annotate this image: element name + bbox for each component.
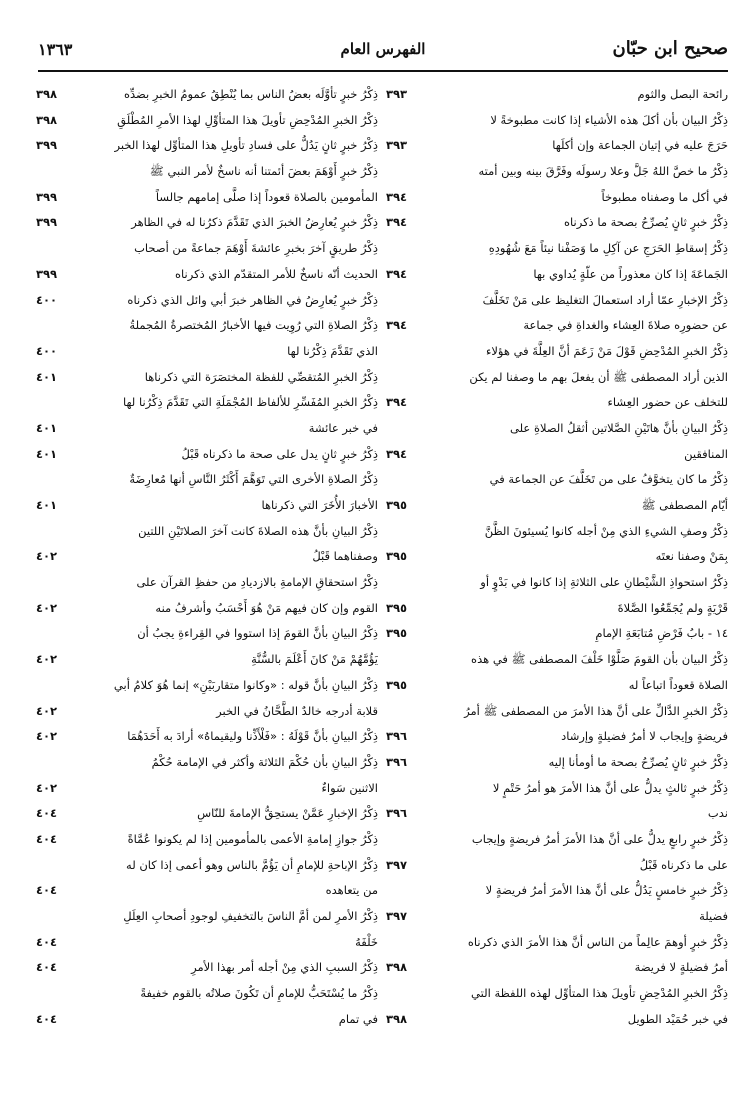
- entry-text: ذِكْرُ البيانِ بأنَّ هذه الصلاةَ كانت آخرَ الصلاتَيْنِ اللتين: [138, 523, 378, 538]
- page-number: ١٣٦٣: [38, 40, 73, 59]
- entry-text: ذِكْرُ خبرٍ ثانٍ يَدُلُّ على فسادِ تأويلِ هذا المتأوِّل لهذا الخبر: [114, 138, 378, 153]
- entry-page-number: ٤٠١: [36, 446, 58, 461]
- index-entry: [386, 570, 728, 621]
- entry-page-number: ٤٠٠: [36, 343, 58, 358]
- entry-line: [386, 467, 728, 493]
- entry-line: [36, 673, 378, 699]
- index-entry: [36, 955, 378, 981]
- entry-text: ذِكْرُ البيانِ بأنَّ قوله : «وكانوا متقاربَيْنِ» إنما هُوَ كلامُ أبي: [113, 677, 378, 692]
- entry-line: [386, 776, 728, 802]
- entry-text: حَرَجَ عليه في إتيان الجماعة وإن أكلَها: [552, 138, 728, 153]
- entry-page-number: ٣٩٩: [36, 138, 58, 153]
- entry-text: قَرْيَةٍ ولم يُجَمِّعُوا الصَّلاةَ: [617, 600, 728, 615]
- index-entry: [386, 467, 728, 518]
- entry-text: ذِكْرُ الإخبارِ عَمَّنْ يستحِقُّ الإمامةَ للنّاسِ: [197, 806, 378, 821]
- entry-text: قلابة أدرجه خالدٌ الطَّحَّانُ في الخبر: [216, 703, 378, 718]
- entry-text: ذِكْرُ خبرٍ ثالثٍ يدلُّ على أنَّ هذا الأمرَ هو أمرُ حَتْمٍ لا: [492, 780, 728, 795]
- entry-text: ذِكْرُ الصلاةِ التي رُوِيت فيها الأخبارُ المُختصرةُ المُجملةُ: [129, 318, 378, 333]
- entry-line: [386, 262, 728, 288]
- entry-line: [36, 1007, 378, 1033]
- entry-page-number: ٤٠٢: [36, 780, 58, 795]
- entry-text: على ما ذكرناه قَبْلُ: [639, 857, 728, 872]
- index-column-right: [386, 82, 728, 1032]
- index-entry: [36, 519, 378, 570]
- entry-page-number: ٣٩٨: [386, 1011, 408, 1026]
- entry-text: ذِكْرُ خبرٍ أَوْهَمَ بعضَ أئمتنا أنه ناسخٌ لأمر النبي ﷺ: [149, 164, 378, 179]
- entry-page-number: ٤٠٤: [36, 806, 58, 821]
- entry-line: [386, 801, 728, 827]
- entry-text: الذي تَقَدَّمَ ذِكْرُنا لها: [287, 343, 378, 358]
- index-entry: [386, 981, 728, 1032]
- entry-text: للتخلف عن حضور العِشاء: [607, 395, 728, 410]
- entry-line: [36, 288, 378, 314]
- entry-line: [36, 930, 378, 956]
- entry-page-number: ٣٩٧: [386, 857, 408, 872]
- entry-text: الذين أراد المصطفى ﷺ أن يفعلَ بهم ما وصفنا لم يكن: [469, 369, 728, 384]
- entry-text: ذِكْرُ خبرٍ ثانٍ يُصرِّحُ بصحة ما أومأنا إليه: [548, 754, 728, 769]
- entry-line: [36, 853, 378, 879]
- entry-line: [36, 776, 378, 802]
- section-title: الفهرس العام: [340, 40, 426, 58]
- entry-text: ذِكْرُ الإخبارِ عمّا أراد استعمالَ التغليظ على مَنْ تَخَلَّفَ: [482, 292, 728, 307]
- entry-line: [386, 210, 728, 236]
- entry-line: [386, 416, 728, 442]
- entry-text: الحديث أنّه ناسخٌ للأمر المتقدّم الذي ذكرناه: [175, 266, 378, 281]
- entry-line: [36, 82, 378, 108]
- entry-line: [36, 313, 378, 339]
- entry-text: الجَماعَةَ إذا كان معذوراً من علّةٍ يُداوي بها: [533, 266, 728, 281]
- entry-line: [386, 647, 728, 673]
- entry-line: [386, 493, 728, 519]
- entry-line: [36, 621, 378, 647]
- entry-text: وصفناهما قَبْلُ: [312, 549, 378, 564]
- entry-line: [386, 544, 728, 570]
- entry-line: [36, 236, 378, 262]
- entry-line: [386, 827, 728, 853]
- entry-line: [36, 519, 378, 545]
- index-entry: [386, 236, 728, 287]
- index-column-left: [36, 82, 378, 1032]
- index-entry: [36, 159, 378, 210]
- entry-line: [386, 442, 728, 468]
- entry-text: ذِكْرُ خبرٍ أوهمَ عالِماً من الناس أنَّ هذا الأمرَ الذي ذكرناه: [467, 934, 728, 949]
- entry-line: [386, 1007, 728, 1033]
- entry-text: بِمَنْ وصفنا نعتَه: [655, 549, 728, 564]
- entry-text: ذِكْرُ جوازِ إمامةِ الأعمى بالمأمومين إذا لم يكونوا عُمَّاةً: [127, 831, 378, 846]
- entry-line: [36, 724, 378, 750]
- entry-text: الأخبارَ الأُخَرَ التي ذكرناها: [261, 498, 378, 512]
- entry-page-number: ٣٩٨: [36, 112, 58, 127]
- entry-text: ذِكْرُ استحواذِ الشَّيْطانِ على الثلاثةِ إذا كانوا في بَدْوٍ أو: [480, 575, 728, 590]
- entry-page-number: ٣٩٤: [386, 189, 408, 204]
- index-entry: [36, 724, 378, 750]
- index-entry: [36, 365, 378, 391]
- entry-page-number: ٤٠٢: [36, 729, 58, 744]
- entry-line: [386, 699, 728, 725]
- entry-line: [386, 82, 728, 108]
- entry-line: [36, 159, 378, 185]
- entry-line: [386, 673, 728, 699]
- entry-line: [386, 313, 728, 339]
- entry-text: ذِكْرُ الخبرِ المُدْحِضِ تأويلَ هذا المتأوِّلِ لهذا الأمرِ المُطْلَقِ: [117, 112, 378, 127]
- entry-line: [386, 878, 728, 904]
- entry-line: [36, 801, 378, 827]
- entry-line: [36, 570, 378, 596]
- entry-page-number: ٤٠٤: [36, 1011, 58, 1026]
- index-entry: [386, 288, 728, 339]
- entry-text: ذِكْرُ البيانِ بأن حُكْمَ الثلاثة وأكثر في الإمامة حُكْمُ: [151, 754, 378, 769]
- index-entry: [36, 313, 378, 364]
- index-entry: [386, 647, 728, 698]
- entry-line: [386, 930, 728, 956]
- index-entry: [36, 467, 378, 518]
- entry-page-number: ٤٠٢: [36, 549, 58, 564]
- entry-text: ذِكْرُ الخبرِ الدَّالِّ على أنَّ هذا الأمرَ من المصطفى ﷺ أمرُ: [464, 703, 728, 718]
- entry-text: ذِكْرُ البيانِ بأنَّ القومَ إذا استووا في القِراءةِ يجبُ أن: [137, 626, 378, 641]
- entry-line: [36, 108, 378, 134]
- entry-text: ذِكْرُ طريقٍ آخرَ بخبرِ عائشةَ أَوْهَمَ جماعةً من أصحاب: [134, 241, 378, 256]
- index-entry: [36, 673, 378, 724]
- entry-text: ذِكْرُ استحقاقِ الإمامةِ بالازديادِ من حفظِ القرآن على: [136, 575, 378, 590]
- entry-text: في خبر حُمَيْد الطويل: [627, 1011, 728, 1026]
- entry-line: [386, 955, 728, 981]
- entry-text: ذِكْرُ الخبرِ المُدْحِضِ تأويلَ هذا المتأوِّل لهذه اللفظة التي: [471, 986, 728, 1001]
- entry-line: [36, 133, 378, 159]
- entry-text: ذِكْرُ خبرٍ يُعارِضُ الخبرَ الذي تَقَدَّمَ ذكرُنا له في الظاهر: [131, 215, 378, 230]
- entry-line: [36, 365, 378, 391]
- index-entry: [386, 339, 728, 416]
- entry-line: [386, 904, 728, 930]
- entry-page-number: ٣٩٨: [386, 960, 408, 975]
- index-entry: [36, 750, 378, 801]
- entry-line: [386, 133, 728, 159]
- entry-page-number: ٣٩٩: [36, 189, 58, 204]
- entry-page-number: ٣٩٦: [386, 806, 408, 821]
- entry-text: ذِكْرُ الخبرِ المُفَسِّرِ للألفاظ المُجْمَلَةِ التي تَقَدَّمَ ذِكْرُنا لها: [123, 395, 378, 410]
- entry-text: المأمومين بالصلاة قعوداً إذا صلَّى إمامهم جالساً: [155, 189, 378, 204]
- entry-text: القوم وإن كان فيهم مَنْ هُوَ أَحْسَبُ وأشرفُ منه: [155, 600, 378, 615]
- entry-page-number: ٣٩٤: [386, 318, 408, 333]
- index-entry: [386, 416, 728, 467]
- entry-page-number: ٤٠٢: [36, 652, 58, 667]
- entry-text: ذِكْرُ خبرٍ رابعٍ يدلُّ على أنَّ هذا الأمرَ أمرُ فريضةٍ وإيجاب: [471, 831, 728, 846]
- entry-page-number: ٣٩٤: [386, 266, 408, 281]
- index-entry: [36, 904, 378, 955]
- header-rule: [38, 70, 728, 72]
- index-entry: [36, 853, 378, 904]
- entry-text: الاثنين سَواءٌ: [321, 780, 378, 795]
- entry-page-number: ٣٩٦: [386, 754, 408, 769]
- index-entry: [36, 236, 378, 287]
- index-entry: [386, 108, 728, 159]
- entry-line: [36, 827, 378, 853]
- entry-line: [36, 390, 378, 416]
- entry-page-number: ٤٠٢: [36, 600, 58, 615]
- entry-line: [36, 699, 378, 725]
- entry-line: [36, 493, 378, 519]
- entry-text: فريضةٍ وإيجاب لا أمرُ فضيلةٍ وإرشاد: [561, 729, 728, 744]
- entry-line: [386, 621, 728, 647]
- entry-text: ذِكْرُ الخبرِ المُدْحِضِ قَوْلَ مَنْ زَعَمَ أنَّ العِلَّةَ في هؤلاء: [485, 343, 728, 358]
- index-entry: [36, 108, 378, 134]
- entry-text: الصلاة قعوداً اتباعاً له: [628, 677, 728, 692]
- entry-page-number: ٤٠١: [36, 369, 58, 384]
- entry-line: [386, 853, 728, 879]
- entry-line: [36, 878, 378, 904]
- entry-page-number: ٤٠٠: [36, 292, 58, 307]
- entry-page-number: ٤٠٤: [36, 960, 58, 975]
- entry-line: [36, 416, 378, 442]
- entry-page-number: ٣٩٧: [386, 909, 408, 923]
- entry-text: ذِكْرُ ما كان يتخوَّفُ على من تَخَلَّفَ عن الجماعة في: [489, 472, 728, 487]
- entry-page-number: ٣٩٥: [386, 549, 408, 564]
- entry-line: [36, 955, 378, 981]
- entry-text: من يتعاهده: [325, 883, 378, 898]
- entry-text: في تمام: [338, 1011, 378, 1026]
- index-entry: [386, 210, 728, 236]
- entry-line: [386, 519, 728, 545]
- entry-text: ذِكْرُ خبرٍ ثانٍ يدل على صحة ما ذكرناه قَبْلُ: [181, 446, 378, 461]
- entry-page-number: ٣٩٩: [36, 215, 58, 230]
- entry-page-number: ٤٠١: [36, 420, 58, 435]
- index-entry: [386, 878, 728, 929]
- index-entry: [386, 827, 728, 878]
- entry-text: ذِكْرُ الخبرِ المُتقصِّي للفظة المختصَرَة التي ذكرناها: [144, 369, 378, 384]
- entry-line: [386, 159, 728, 185]
- entry-text: ذِكْرُ البيان بأن أكلَ هذه الأشياء إذا كانت مطبوخةً لا: [490, 112, 728, 127]
- entry-line: [386, 236, 728, 262]
- index-entry: [36, 210, 378, 236]
- entry-line: [36, 262, 378, 288]
- entry-line: [386, 288, 728, 314]
- entry-line: [386, 981, 728, 1007]
- entry-text: عن حضورِه صلاةَ العِشاء والغداةِ في جماعة: [523, 318, 728, 333]
- entry-text: ندب: [707, 806, 728, 821]
- entry-text: أيّام المصطفى ﷺ: [641, 498, 728, 512]
- entry-text: في خبر عائشة: [308, 420, 378, 435]
- index-entry: [386, 750, 728, 776]
- index-entry: [36, 570, 378, 621]
- entry-line: [386, 108, 728, 134]
- entry-line: [386, 365, 728, 391]
- index-entry: [36, 133, 378, 159]
- entry-text: ذِكْرُ الصلاةِ الأخرى التي تَوَهَّمَ أَكْثَرُ النَّاسِ أنها مُعارِضَةٌ: [129, 472, 378, 487]
- index-entry: [36, 621, 378, 672]
- entry-page-number: ٤٠١: [36, 498, 58, 512]
- entry-text: أمرُ فضيلةٍ لا فريضة: [634, 960, 728, 975]
- index-entry: [36, 981, 378, 1032]
- entry-page-number: ٣٩٣: [386, 87, 408, 101]
- entry-text: رائحة البصل والثوم: [637, 87, 728, 101]
- entry-line: [36, 981, 378, 1007]
- entry-page-number: ٣٩٤: [386, 446, 408, 461]
- entry-text: في أكل ما وصفناه مطبوخاً: [601, 189, 728, 204]
- entry-line: [36, 442, 378, 468]
- entry-text: ذِكْرُ البيان بأن القومَ صَلَّوْا خَلْفَ المصطفى ﷺ في هذه: [471, 652, 728, 667]
- entry-line: [36, 339, 378, 365]
- entry-page-number: ٤٠٢: [36, 703, 58, 718]
- entry-line: [36, 185, 378, 211]
- index-entry: [36, 288, 378, 314]
- index-entry: [36, 442, 378, 468]
- entry-line: [386, 750, 728, 776]
- entry-line: [36, 750, 378, 776]
- entry-line: [386, 596, 728, 622]
- entry-page-number: ٣٩٤: [386, 395, 408, 410]
- entry-page-number: ٣٩٩: [36, 266, 58, 281]
- entry-page-number: ٤٠٤: [36, 831, 58, 846]
- entry-text: ذِكْرُ البيانِ بأنَّ قَوْلَهُ : «فَلْأَذِّنا وليقيماهُ» أرادَ به أَحَدَهُمَا: [127, 729, 378, 744]
- entry-page-number: ٣٩٤: [386, 215, 408, 230]
- entry-page-number: ٣٩٣: [386, 138, 408, 153]
- entry-text: فضيلة: [699, 909, 728, 923]
- entry-page-number: ٣٩٥: [386, 677, 408, 692]
- entry-text: ذِكْرُ ما خصَّ اللهُ جَلَّ وعلا رسولَه وفَرَّقَ بينه وبين أمته: [478, 164, 728, 179]
- index-entry: [386, 159, 728, 210]
- entry-page-number: ٤٠٤: [36, 883, 58, 898]
- index-entry: [386, 82, 728, 108]
- entry-line: [386, 185, 728, 211]
- entry-page-number: ٣٩٨: [36, 87, 58, 101]
- entry-text: ذِكْرُ الأمرِ لمن أمَّ الناسَ بالتخفيفِ لوجودِ أصحابِ العِلَلِ: [123, 909, 378, 923]
- index-entry: [386, 776, 728, 827]
- entry-text: ذِكْرُ وصفِ الشيءِ الذي مِنْ أجله كانوا يُسيئونَ الظَّنَّ: [484, 523, 728, 538]
- entry-text: ذِكْرُ خبرٍ خامسٍ يَدُلُّ على أنَّ هذا الأمرَ أمرُ فريضةٍ لا: [485, 883, 728, 898]
- index-entry: [36, 390, 378, 441]
- entry-text: ذِكْرُ خبرٍ ثانٍ يُصرِّحُ بصحة ما ذكرناه: [564, 215, 728, 230]
- index-entry: [386, 621, 728, 647]
- book-title: صحيح ابن حبّان: [612, 38, 728, 59]
- index-entry: [36, 827, 378, 853]
- entry-page-number: ٣٩٦: [386, 729, 408, 744]
- entry-line: [36, 647, 378, 673]
- entry-text: ذِكْرُ خبرٍ يُعارِضُ في الظاهر خبرَ أبي وائل الذي ذكرناه: [127, 292, 378, 307]
- entry-text: ذِكْرُ إسقاطِ الحَرَجِ عن آكِلِ ما وَصَفْنا نيئاً مَعَ شُهُودِهِ: [488, 241, 728, 256]
- entry-line: [36, 904, 378, 930]
- entry-text: ذِكْرُ خبرٍ تأوَّلَه بعضُ الناس بما يُنْطِقُ عمومُ الخبرِ بضدِّه: [123, 87, 378, 101]
- entry-line: [386, 390, 728, 416]
- entry-page-number: ٤٠٤: [36, 934, 58, 949]
- entry-text: ذِكْرُ ما يُسْتَحَبُّ للإمامِ أن تَكُونَ صلاتُه بالقوم خفيفةً: [140, 986, 378, 1001]
- page-header: [38, 38, 728, 68]
- index-entry: [386, 930, 728, 981]
- entry-line: [36, 596, 378, 622]
- entry-line: [386, 570, 728, 596]
- entry-line: [36, 467, 378, 493]
- index-entry: [386, 699, 728, 750]
- index-entry: [36, 82, 378, 108]
- entry-page-number: ٣٩٥: [386, 498, 408, 512]
- entry-text: المنافقين: [684, 446, 728, 461]
- entry-line: [386, 339, 728, 365]
- index-entry: [36, 801, 378, 827]
- index-entry: [386, 519, 728, 570]
- entry-page-number: ٣٩٥: [386, 626, 408, 641]
- entry-line: [36, 210, 378, 236]
- entry-line: [36, 544, 378, 570]
- entry-text: خَلْفَهُ: [355, 934, 378, 949]
- entry-text: ذِكْرُ البيانِ بأنَّ هاتَيْنِ الصَّلاتين أثقلُ الصلاةِ على: [510, 420, 728, 435]
- entry-text: ذِكْرُ السببِ الذي مِنْ أجله أمر بهذا الأمرِ: [191, 960, 378, 975]
- entry-text: ١٤ - بابُ فَرْضِ مُتابَعَةِ الإمامِ: [595, 626, 728, 641]
- entry-page-number: ٣٩٥: [386, 600, 408, 615]
- entry-text: ذِكْرُ الإباحةِ للإمامِ أن يَؤُمَّ بالناس وهو أعمى إذا كان له: [126, 857, 378, 872]
- entry-text: يَؤُمَّهُمْ مَنْ كانَ أَعْلَمَ بالسُّنَّةِ: [251, 652, 378, 667]
- entry-line: [386, 724, 728, 750]
